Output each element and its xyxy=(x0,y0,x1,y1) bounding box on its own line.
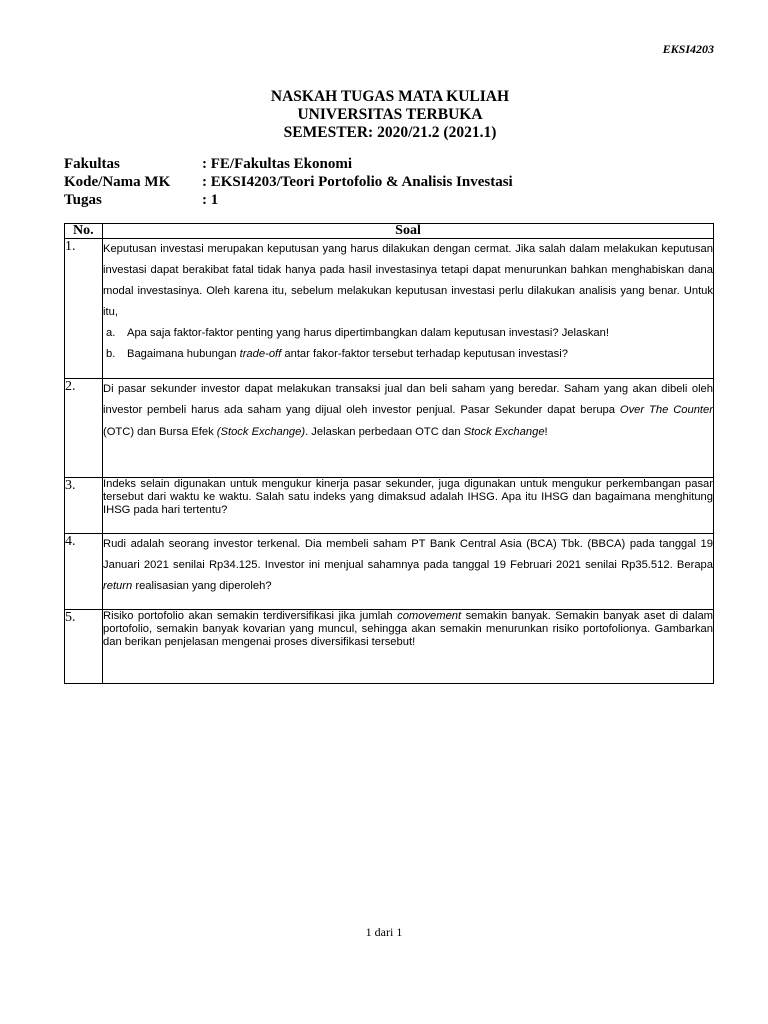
part-b-text-post: antar fakor-faktor tersebut terhadap keputusan investasi? xyxy=(281,348,568,360)
q5-text-2: semakin banyak. Semakin banyak aset di dalam portofolio, semakin banyak kovarian yang muncul, sehingga akan semakin menurunkan risiko portofolionya. Gambarkan dan berikan penjelasan mengenai proses diversifikasi tersebut! xyxy=(103,610,713,648)
question-1-intro: Keputusan investasi merupakan keputusan yang harus dilakukan dengan cermat. Jika salah dalam melakukan keputusan investasi dapat berakibat fatal tidak hanya pada hasil investasinya tetapi dapat menurunkan bahkan menghabiskan dana modal investasinya. Oleh karena itu, sebelum melakukan keputusan investasi perlu dilakukan analisis yang benar. Untuk itu, xyxy=(103,243,713,318)
q2-text-3: . Jelaskan perbedaan OTC dan xyxy=(305,425,464,438)
table-row xyxy=(65,478,714,534)
tugas-label: Tugas xyxy=(64,192,102,208)
q4-emphasis-1: return xyxy=(103,580,133,592)
question-text xyxy=(103,534,714,610)
title-line-1: NASKAH TUGAS MATA KULIAH xyxy=(270,88,510,105)
question-text: Indeks selain digunakan untuk mengukur kinerja pasar sekunder, juga digunakan untuk mengukur perkembangan pasar tersebut dari waktu ke waktu. Salah satu indeks yang dimaksud adalah IHSG. Apa itu IHSG dan bagaimana menghitung IHSG pada hari tertentu? xyxy=(103,478,714,534)
part-a-label: a. xyxy=(106,327,116,339)
question-text xyxy=(103,379,714,478)
table-row xyxy=(65,379,714,478)
question-number: 4. xyxy=(65,534,103,610)
question-text xyxy=(103,239,714,379)
title-line-2: UNIVERSITAS TERBUKA xyxy=(297,106,483,123)
fakultas-label: Fakultas xyxy=(64,156,120,172)
question-1-part-a xyxy=(103,323,713,344)
q4-text-2: realisasian yang diperoleh? xyxy=(132,580,272,592)
table-row xyxy=(65,239,714,379)
header-soal: Soal xyxy=(103,224,714,239)
course-code-header: EKSI4203 xyxy=(662,42,714,56)
q5-text-1: Risiko portofolio akan semakin terdiversifikasi jika jumlah xyxy=(103,610,398,622)
question-text xyxy=(103,610,714,684)
kode-value: : EKSI4203/Teori Portofolio & Analisis Investasi xyxy=(202,174,513,190)
title-line-3: SEMESTER: 2020/21.2 (2021.1) xyxy=(283,124,497,141)
q2-text-4: ! xyxy=(544,425,548,438)
fakultas-value: : FE/Fakultas Ekonomi xyxy=(202,156,353,172)
question-number: 3. xyxy=(65,478,103,534)
question-1-part-b xyxy=(103,344,713,365)
q5-emphasis-1: comovement xyxy=(397,610,462,622)
question-number: 2. xyxy=(65,379,103,478)
q4-text-1: Rudi adalah seorang investor terkenal. Dia membeli saham PT Bank Central Asia (BCA) Tbk. (BBCA) pada tanggal 19 Januari 2021 senilai Rp34.125. Investor ini menjual sahamnya pada tanggal 19 Februari 2021 senilai Rp35.512. Berapa xyxy=(103,538,713,571)
q2-text-2: (OTC) dan Bursa Efek xyxy=(103,425,217,438)
part-b-emphasis: trade-off xyxy=(239,348,282,360)
header-no: No. xyxy=(65,224,103,239)
tugas-value: : 1 xyxy=(202,192,219,208)
q2-emphasis-2: (Stock Exchange) xyxy=(216,425,306,438)
table-row xyxy=(65,534,714,610)
table-row xyxy=(65,610,714,684)
kode-label: Kode/Nama MK xyxy=(64,174,171,190)
part-b-label: b. xyxy=(106,348,116,360)
document-title xyxy=(0,88,768,142)
questions-table xyxy=(64,223,714,684)
question-number: 5. xyxy=(65,610,103,684)
q2-emphasis-1: Over The Counter xyxy=(619,404,713,417)
table-header-row xyxy=(65,224,714,239)
question-number: 1. xyxy=(65,239,103,379)
q2-emphasis-3: Stock Exchange xyxy=(463,425,545,438)
q2-text-1: Di pasar sekunder investor dapat melakukan transaksi jual dan beli saham yang beredar. Saham yang akan dibeli oleh investor pembeli harus ada saham yang dijual oleh investor penjual. Pasar Sekunder dapat berupa xyxy=(103,383,713,417)
part-a-text: Apa saja faktor-faktor penting yang harus dipertimbangkan dalam keputusan investasi? Jelaskan! xyxy=(127,327,609,339)
page-number: 1 dari 1 xyxy=(365,925,403,939)
part-b-text-pre: Bagaimana hubungan xyxy=(127,348,240,360)
